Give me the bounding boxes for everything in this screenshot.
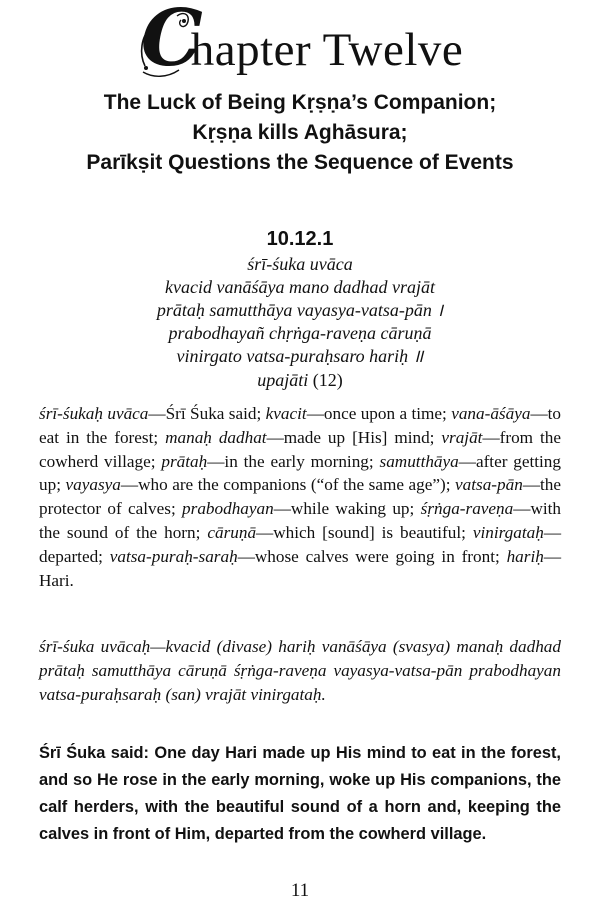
ornamental-drop-cap: [137, 0, 203, 84]
term-gloss: —after getting up;: [39, 451, 561, 495]
sanskrit-term: prabodhayan: [182, 499, 274, 519]
prose-order-anvaya: śrī-śuka uvācaḥ—kvacid (divase) hariḥ vanāśāya (svasya) manaḥ dadhad prātaḥ samutthāya cāruṇā śṛṅga-raveṇa vayasya-vatsa-pān prabodhayan vatsa-puraḥsaraḥ (san) vrajāt vinirgataḥ.: [39, 637, 561, 704]
sanskrit-term: śṛṅga-raveṇa: [420, 499, 514, 519]
verse-line: kvacid vanāśāya mano dadhad vrajāt: [165, 277, 435, 297]
term-gloss: —who are the companions (“of the same age”);: [120, 475, 456, 495]
sanskrit-term: vinirgataḥ: [472, 522, 544, 542]
page-number: 11: [290, 880, 310, 901]
term-gloss: —in the early morning;: [207, 451, 380, 471]
sanskrit-term: samutthāya: [379, 451, 459, 471]
verse-line: śrī-śuka uvāca: [247, 254, 353, 274]
sanskrit-term: cāruṇā: [207, 522, 257, 542]
verse-line: prabodhayañ chṛṅga-raveṇa cāruṇā: [168, 323, 432, 343]
term-gloss: —Śrī Śuka said;: [148, 404, 266, 423]
term-gloss: —once upon a time;: [306, 404, 452, 423]
sanskrit-term: vrajāt: [441, 427, 483, 447]
sanskrit-term: vana-āśāya: [451, 404, 531, 423]
sanskrit-term: śrī-śukaḥ uvāca: [39, 404, 149, 423]
verse-line: prātaḥ samutthāya vayasya-vatsa-pān ।: [156, 300, 444, 320]
term-gloss: —departed;: [39, 522, 561, 566]
meter-label: [0, 368, 600, 392]
verse-number: 10.12.1: [266, 228, 334, 250]
term-gloss: —with the sound of the horn;: [39, 499, 561, 542]
sanskrit-verse: [0, 225, 600, 392]
word-for-word-synonyms: [39, 402, 561, 592]
meter-name: upajāti: [257, 370, 309, 390]
chapter-title-text: hapter Twelve: [190, 24, 464, 76]
term-gloss: —whose calves were going in front;: [237, 546, 507, 566]
sanskrit-term: prātaḥ: [161, 451, 208, 471]
subtitle-line: The Luck of Being Kṛṣṇa’s Companion;: [103, 91, 497, 114]
sanskrit-term: kvacit: [265, 404, 307, 423]
verse-translation: Śrī Śuka said: One day Hari made up His mind to eat in the forest, and so He rose in the early morning, woke up His companions, the calf herders, with the beautiful sound of a horn and, keeping the calves in front of Him, departed from the cowherd village.: [39, 744, 561, 843]
sanskrit-term: vatsa-puraḥ-saraḥ: [109, 546, 238, 566]
meter-count: (12): [308, 370, 343, 390]
term-gloss: —which [sound] is beautiful;: [256, 522, 473, 542]
term-gloss: —Hari.: [39, 546, 561, 590]
term-gloss: —the protector of calves;: [39, 475, 561, 519]
sanskrit-term: vayasya: [65, 475, 121, 495]
sanskrit-term: manaḥ dadhat: [165, 427, 267, 447]
chapter-subtitle: [0, 88, 600, 178]
subtitle-line: Kṛṣṇa kills Aghāsura;: [192, 121, 408, 144]
verse-line: vinirgato vatsa-puraḥsaro hariḥ ॥: [176, 346, 424, 366]
term-gloss: —made up [His] mind;: [266, 427, 442, 447]
subtitle-line: Parīkṣit Questions the Sequence of Events: [86, 151, 514, 174]
term-gloss: —to eat in the forest;: [39, 404, 561, 447]
term-gloss: —from the cowherd village;: [39, 427, 561, 471]
chapter-title: [0, 0, 600, 86]
sanskrit-term: vatsa-pān: [455, 475, 523, 495]
sanskrit-term: hariḥ: [506, 546, 544, 566]
drop-cap-letter: C: [140, 0, 203, 84]
term-gloss: —while waking up;: [273, 499, 421, 519]
